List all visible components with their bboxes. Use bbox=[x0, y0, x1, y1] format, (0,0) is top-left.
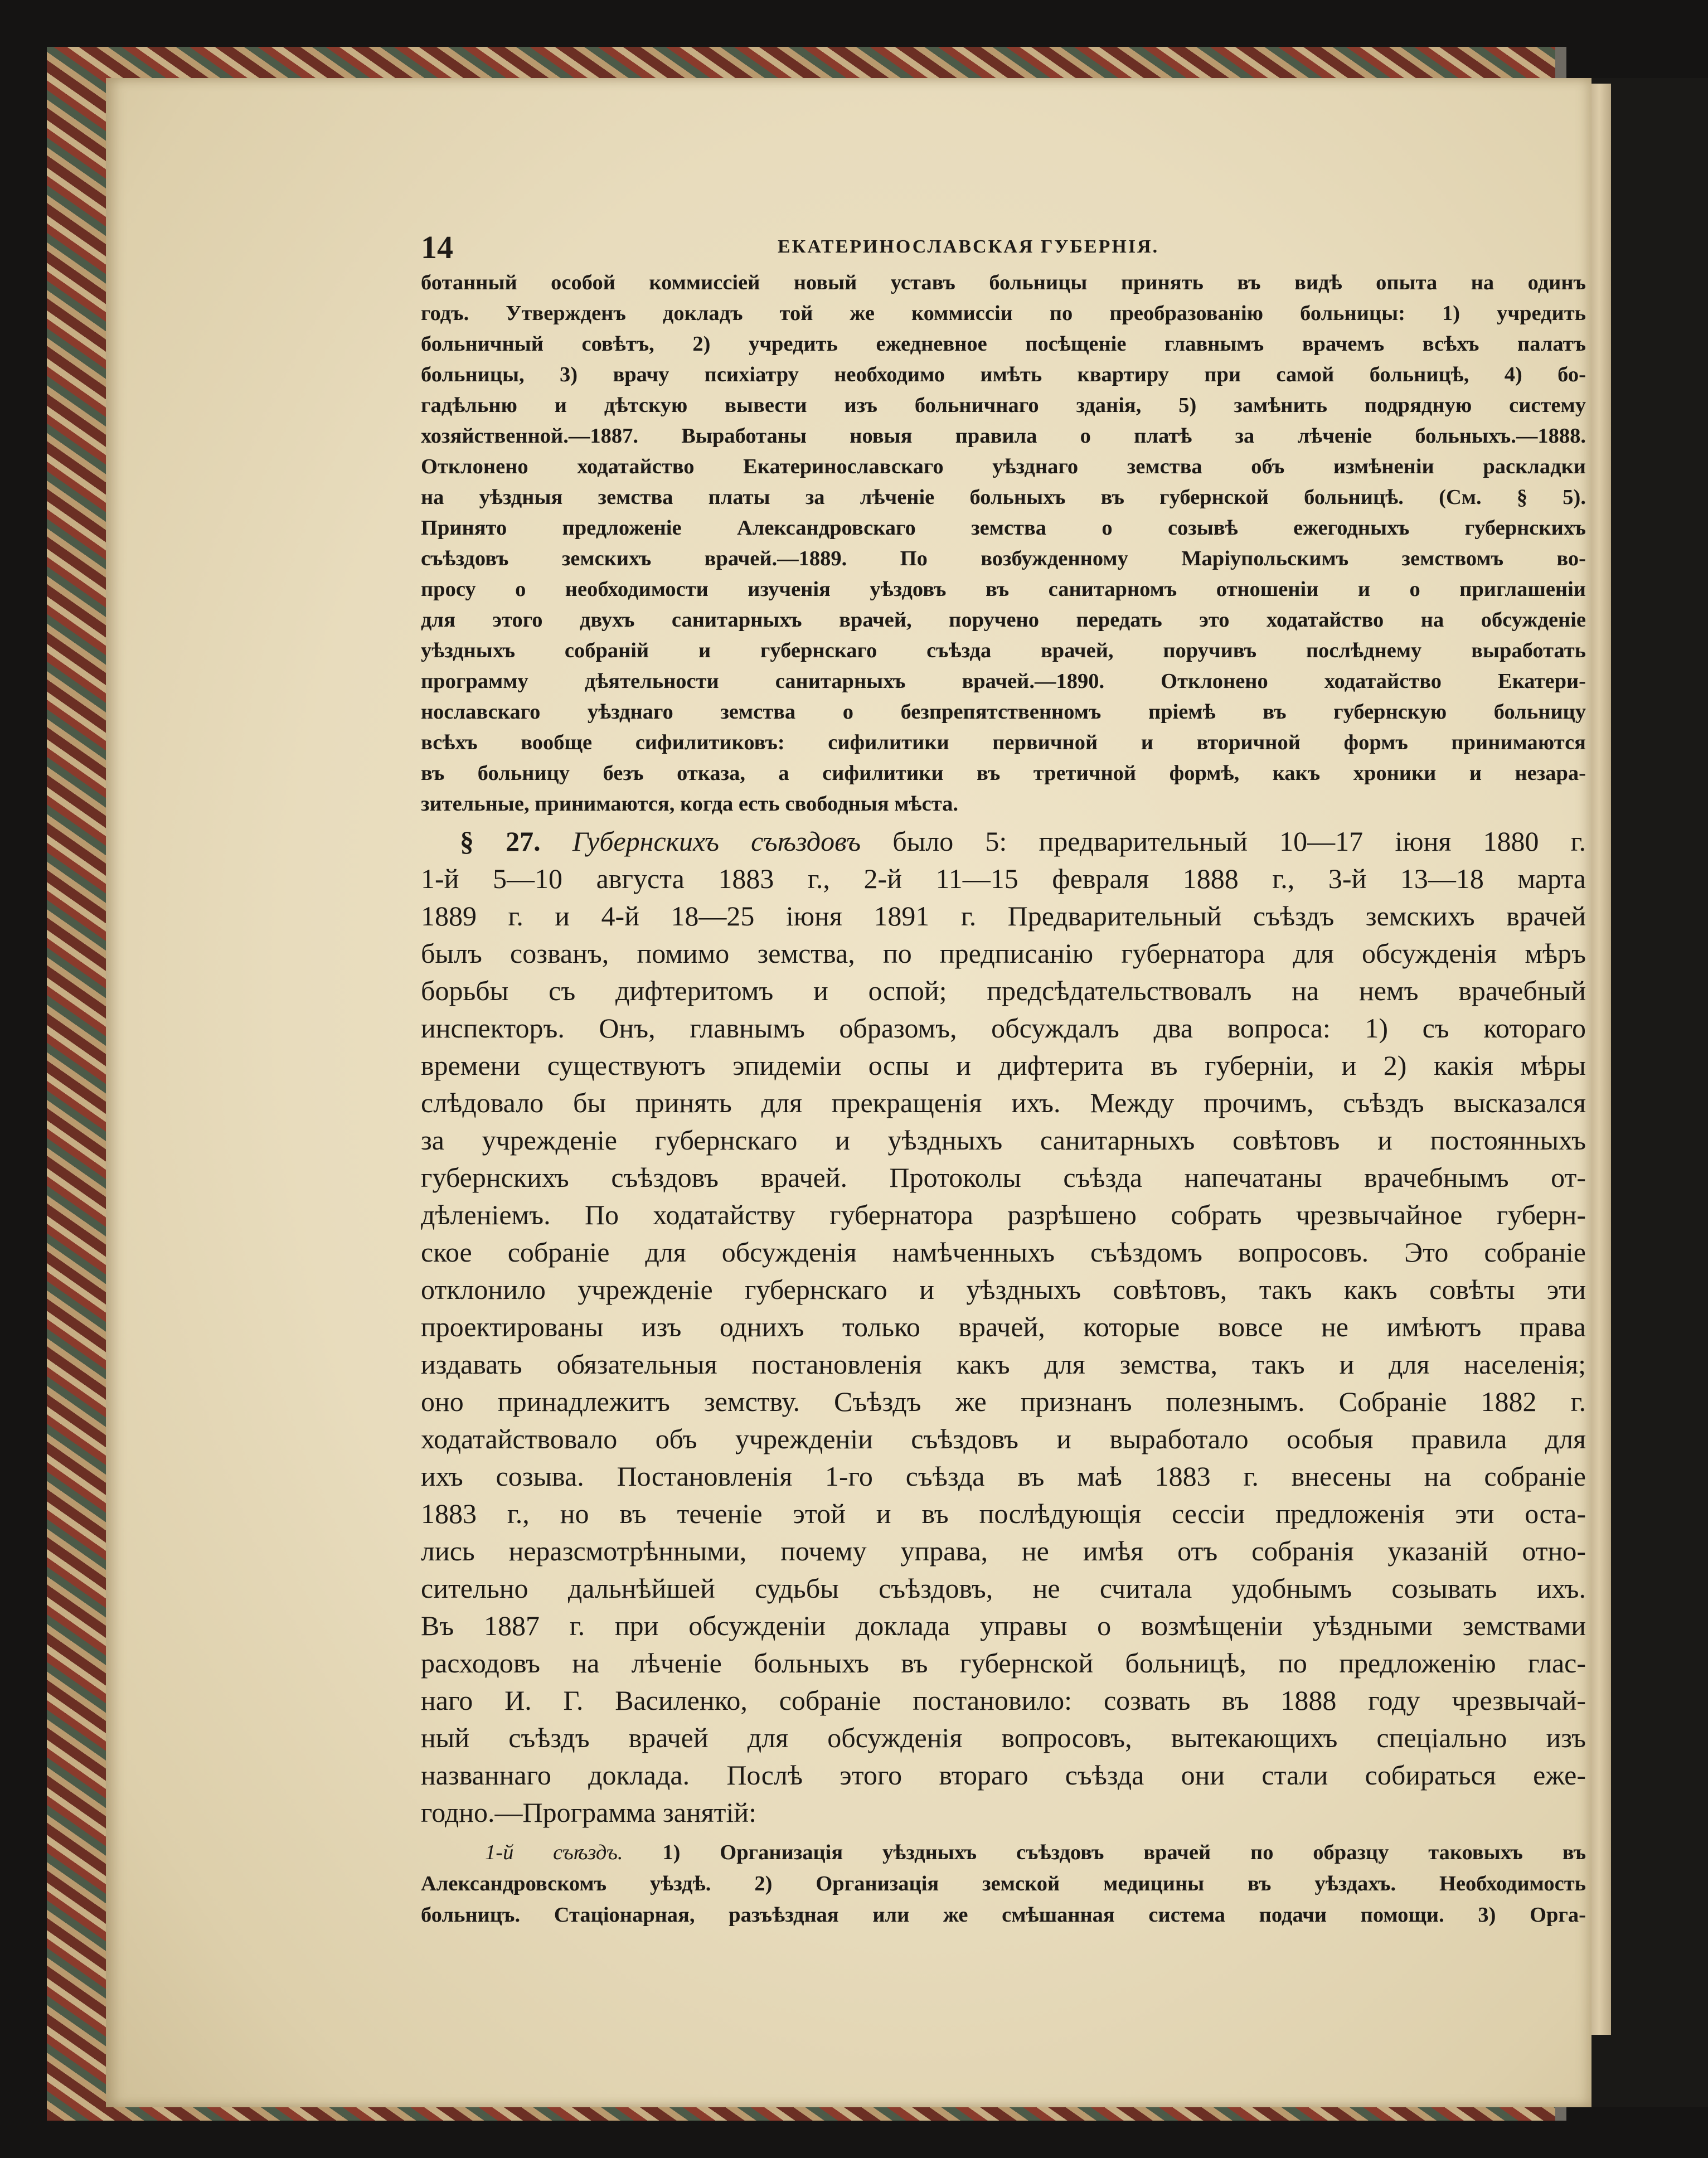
program-paragraph bbox=[421, 1837, 1586, 1931]
text-line: борьбы съ дифтеритомъ и оспой; предсѣдательствовалъ на немъ врачебный bbox=[421, 975, 1586, 1006]
text-line: для этого двухъ санитарныхъ врачей, поручено передать это ходатайство на обсужденіе bbox=[421, 608, 1586, 632]
text-line: оно принадлежитъ земству. Съѣздъ же признанъ полезнымъ. Собраніе 1882 г. bbox=[421, 1386, 1586, 1417]
text-line: издавать обязательныя постановленія какъ для земства, такъ и для населенія; bbox=[421, 1349, 1586, 1380]
text-line: годно.—Программа занятій: bbox=[421, 1797, 757, 1828]
text-line: программу дѣятельности санитарныхъ врачей.—1890. Отклонено ходатайство Екатери- bbox=[421, 670, 1586, 693]
text-line: слѣдовало бы принять для прекращенія ихъ. Между прочимъ, съѣздъ высказался bbox=[421, 1087, 1586, 1118]
text-line: 1883 г., но въ теченіе этой и въ послѣдующія сессіи предложенія эти оста- bbox=[421, 1498, 1586, 1529]
text-line: лись неразсмотрѣнными, почему управа, не имѣя отъ собранія указаній отно- bbox=[421, 1535, 1586, 1567]
text-line: ный съѣздъ врачей для обсужденія вопросовъ, вытекающихъ спеціально изъ bbox=[421, 1722, 1586, 1753]
text-line: годъ. Утвержденъ докладъ той же коммиссіи по преобразованію больницы: 1) учредить bbox=[421, 302, 1586, 325]
text-line: Александровскомъ уѣздѣ. 2) Организація земской медицины въ уѣздахъ. Необходимость bbox=[421, 1872, 1586, 1895]
text-line: уѣздныхъ собраній и губернскаго съѣзда врачей, поручивъ послѣднему выработать bbox=[421, 639, 1586, 662]
program-first-line bbox=[421, 1837, 1586, 1868]
text-line: отклонило учрежденіе губернскаго и уѣздныхъ совѣтовъ, такъ какъ совѣты эти bbox=[421, 1274, 1586, 1305]
text-line: зительные, принимаются, когда есть свободныя мѣста. bbox=[421, 792, 958, 816]
text-line: сительно дальнѣйшей судьбы съѣздовъ, не считала удобнымъ созывать ихъ. bbox=[421, 1573, 1586, 1604]
text-line: 1889 г. и 4-й 18—25 іюня 1891 г. Предварительный съѣздъ земскихъ врачей bbox=[421, 900, 1586, 932]
page-number: 14 bbox=[421, 229, 453, 265]
text-line: дѣленіемъ. По ходатайству губернатора разрѣшено собрать чрезвычайное губерн- bbox=[421, 1199, 1586, 1230]
text-line: расходовъ на лѣченіе больныхъ въ губернской больницѣ, по предложенію глас- bbox=[421, 1647, 1586, 1679]
text-line: Принято предложеніе Александровскаго земства о созывѣ ежегодныхъ губернскихъ bbox=[421, 516, 1586, 540]
book-page bbox=[106, 78, 1591, 2107]
text-line: ходатайствовало объ учрежденіи съѣздовъ и выработало особыя правила для bbox=[421, 1423, 1586, 1454]
text-line: за учрежденіе губернскаго и уѣздныхъ санитарныхъ совѣтовъ и постоянныхъ bbox=[421, 1124, 1586, 1156]
running-head: ЕКАТЕРИНОСЛАВСКАЯ ГУБЕРНІЯ. bbox=[778, 236, 1159, 257]
text-line: ботанный особой коммиссіей новый уставъ больницы принять въ видѣ опыта на одинъ bbox=[421, 271, 1586, 294]
text-line: ское собраніе для обсужденія намѣченныхъ съѣздомъ вопросовъ. Это собраніе bbox=[421, 1236, 1586, 1268]
text-line: хозяйственной.—1887. Выработаны новыя правила о платѣ за лѣченіе больныхъ.—1888. bbox=[421, 424, 1586, 448]
section-27 bbox=[421, 823, 1586, 1831]
section-first-line bbox=[421, 823, 1586, 860]
text-line: просу о необходимости изученія уѣздовъ въ санитарномъ отношеніи и о приглашеніи bbox=[421, 578, 1586, 601]
text-line: нославскаго уѣзднаго земства о безпрепятственномъ пріемѣ въ губернскую больницу bbox=[421, 700, 1586, 724]
text-line: ихъ созыва. Постановленія 1-го съѣзда въ маѣ 1883 г. внесены на собраніе bbox=[421, 1461, 1586, 1492]
text-line: былъ созванъ, помимо земства, по предписанію губернатора для обсужденія мѣръ bbox=[421, 938, 1586, 969]
text-line: 1-й 5—10 августа 1883 г., 2-й 11—15 февраля 1888 г., 3-й 13—18 марта bbox=[421, 863, 1586, 894]
page-text bbox=[421, 229, 1586, 1931]
small-print-paragraph bbox=[421, 268, 1586, 819]
text-line: всѣхъ вообще сифилитиковъ: сифилитики первичной и вторичной формъ принимаются bbox=[421, 731, 1586, 754]
text-line: наго И. Г. Василенко, собраніе постановило: созвать въ 1888 году чрезвычай- bbox=[421, 1685, 1586, 1716]
program-label: 1-й съѣздъ. bbox=[485, 1841, 623, 1864]
text-line: съѣздовъ земскихъ врачей.—1889. По возбужденному Маріупольскимъ земствомъ во- bbox=[421, 547, 1586, 570]
text-line: губернскихъ съѣздовъ врачей. Протоколы съѣзда напечатаны врачебнымъ от- bbox=[421, 1162, 1586, 1193]
section-title: Губернскихъ съѣздовъ bbox=[572, 826, 861, 857]
section-first-line-text: было 5: предварительный 10—17 іюня 1880 г. bbox=[892, 826, 1586, 857]
text-line: Въ 1887 г. при обсужденіи доклада управы о возмѣщеніи уѣздными земствами bbox=[421, 1610, 1586, 1641]
section-number: § 27. bbox=[460, 826, 541, 857]
text-line: проектированы изъ однихъ только врачей, которые вовсе не имѣютъ права bbox=[421, 1311, 1586, 1342]
text-line: больничный совѣтъ, 2) учредить ежедневное посѣщеніе главнымъ врачемъ всѣхъ палатъ bbox=[421, 332, 1586, 356]
text-line: времени существуютъ эпидеміи оспы и дифтерита въ губерніи, и 2) какія мѣры bbox=[421, 1050, 1586, 1081]
text-line: больницы, 3) врачу психіатру необходимо имѣть квартиру при самой больницѣ, 4) бо- bbox=[421, 363, 1586, 386]
text-line: Отклонено ходатайство Екатеринославскаго уѣзднаго земства объ измѣненіи раскладки bbox=[421, 455, 1586, 478]
page-header bbox=[421, 229, 1586, 268]
text-line: на уѣздныя земства платы за лѣченіе больныхъ въ губернской больницѣ. (См. § 5). bbox=[421, 486, 1586, 509]
program-first-line-text: 1) Организація уѣздныхъ съѣздовъ врачей по образцу таковыхъ въ bbox=[662, 1841, 1586, 1864]
text-line: инспекторъ. Онъ, главнымъ образомъ, обсуждалъ два вопроса: 1) съ котораго bbox=[421, 1012, 1586, 1044]
text-line: въ больницу безъ отказа, а сифилитики въ третичной формѣ, какъ хроники и незара- bbox=[421, 762, 1586, 785]
text-line: больницъ. Стаціонарная, разъѣздная или же смѣшанная система подачи помощи. 3) Орга- bbox=[421, 1903, 1586, 1927]
text-line: названнаго доклада. Послѣ этого втораго съѣзда они стали собираться еже- bbox=[421, 1759, 1586, 1791]
next-page-edge bbox=[1591, 84, 1611, 2035]
text-line: гадѣльню и дѣтскую вывести изъ больничнаго зданія, 5) замѣнить подрядную систему bbox=[421, 394, 1586, 417]
